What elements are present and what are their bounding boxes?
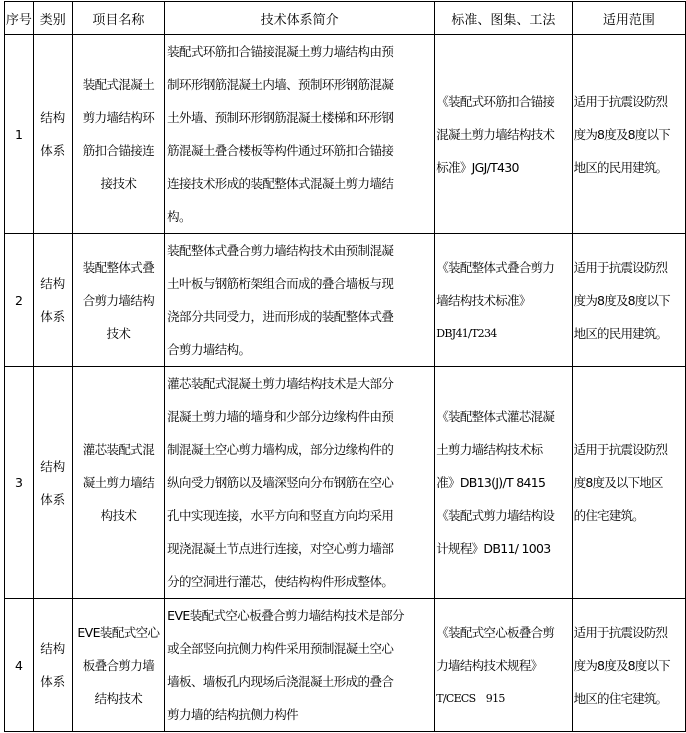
technology-table: [4, 1, 686, 732]
cell-standards: 《装配整体式灌芯混凝 土剪力墙结构技术标 准》DB13(J)/T 8415 《装配式剪力墙结构设 计规程》DB11/ 1003: [435, 367, 572, 599]
cell-description: EVE装配式空心板叠合剪力墙结构技术是部分 或全部竖向抗侧力构件采用预制混凝土空心 墙板、墙板孔内现场后浇混凝土形成的叠合 剪力墙的结构抗侧力构件: [165, 599, 435, 732]
cell-name: 装配整体式叠 合剪力墙结构 技术: [72, 234, 164, 367]
cell-name: EVE装配式空心 板叠合剪力墙 结构技术: [72, 599, 164, 732]
header-description: 技术体系简介: [165, 2, 435, 35]
cell-description: 装配整体式叠合剪力墙结构技术由预制混凝 土叶板与钢筋桁架组合而成的叠合墙板与现 浇部分共同受力，进而形成的装配整体式叠 合剪力墙结构。: [165, 234, 435, 367]
table-row: [5, 234, 686, 367]
header-row: [5, 2, 686, 35]
header-scope: 适用范围: [572, 2, 685, 35]
cell-category: 结构 体系: [33, 35, 72, 234]
cell-category: 结构 体系: [33, 234, 72, 367]
cell-description: 装配式环筋扣合锚接混凝土剪力墙结构由预 制环形钢筋混凝土内墙、预制环形钢筋混凝 土外墙、预制环形钢筋混凝土楼梯和环形钢 筋混凝土叠合楼板等构件通过环筋扣合锚接 连接技术形成的装配整体式混凝土剪力墙结 构。: [165, 35, 435, 234]
header-name: 项目名称: [72, 2, 164, 35]
cell-scope: 适用于抗震设防烈 度8度及以下地区 的住宅建筑。: [572, 367, 685, 599]
table-row: [5, 35, 686, 234]
header-standards: 标准、图集、工法: [435, 2, 572, 35]
cell-name: 装配式混凝土 剪力墙结构环 筋扣合锚接连 接技术: [72, 35, 164, 234]
cell-index: 3: [5, 367, 34, 599]
cell-category: 结构 体系: [33, 599, 72, 732]
cell-standards: 《装配式空心板叠合剪 力墙结构技术规程》 T/CECS 915: [435, 599, 572, 732]
cell-index: 4: [5, 599, 34, 732]
cell-scope: 适用于抗震设防烈 度为8度及8度以下 地区的住宅建筑。: [572, 599, 685, 732]
cell-index: 1: [5, 35, 34, 234]
header-category: 类别: [33, 2, 72, 35]
cell-category: 结构 体系: [33, 367, 72, 599]
header-index: 序号: [5, 2, 34, 35]
cell-scope: 适用于抗震设防烈 度为8度及8度以下 地区的民用建筑。: [572, 35, 685, 234]
cell-scope: 适用于抗震设防烈 度为8度及8度以下 地区的民用建筑。: [572, 234, 685, 367]
table-row: [5, 367, 686, 599]
table-row: [5, 599, 686, 732]
cell-index: 2: [5, 234, 34, 367]
cell-description: 灌芯装配式混凝土剪力墙结构技术是大部分 混凝土剪力墙的墙身和少部分边缘构件由预 制混凝土空心剪力墙构成，部分边缘构件的 纵向受力钢筋以及墙深竖向分布钢筋在空心 孔中实现连接，水平方向和竖直方向均采用 现浇混凝土节点进行连接，对空心剪力墙部 分的空洞进行灌芯，使结构构件形成整体。: [165, 367, 435, 599]
cell-standards: 《装配式环筋扣合锚接 混凝土剪力墙结构技术 标准》JGJ/T430: [435, 35, 572, 234]
cell-name: 灌芯装配式混 凝土剪力墙结 构技术: [72, 367, 164, 599]
cell-standards: 《装配整体式叠合剪力 墙结构技术标准》 DBJ41/T234: [435, 234, 572, 367]
